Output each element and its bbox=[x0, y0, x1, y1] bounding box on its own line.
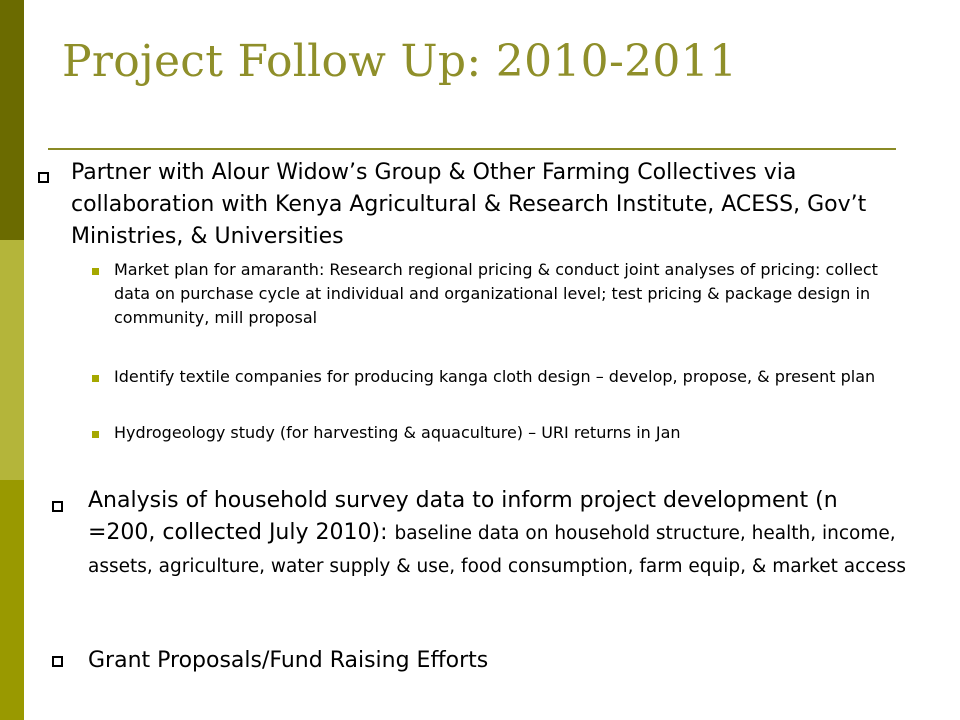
title-divider bbox=[48, 148, 896, 150]
bullet-grant-proposals: Grant Proposals/Fund Raising Efforts bbox=[88, 648, 489, 673]
sub-bullet-icon bbox=[92, 431, 99, 438]
bullet-household-detail: baseline data on household structure, health, income, assets, agriculture, water supply & use, food consumption, farm equip, & market access bbox=[88, 523, 907, 577]
sub-bullet-icon bbox=[92, 375, 99, 382]
sidebar-decoration bbox=[0, 0, 24, 720]
sidebar-segment-bottom bbox=[0, 480, 24, 720]
sub-bullet-market-plan: Market plan for amaranth: Research regional pricing & conduct joint analyses of pricing: collect data on purchase cycle at individual and organizational level; test pricing & package design in community, mill proposal bbox=[114, 260, 878, 327]
sub-bullet-icon bbox=[92, 268, 99, 275]
bullet-partner: Partner with Alour Widow’s Group & Other Farming Collectives via collaboration with Kenya Agricultural & Research Institute, ACESS, Gov’t Ministries, & Universities bbox=[71, 160, 867, 249]
square-bullet-icon bbox=[52, 501, 63, 512]
bullet-household-lead: Analysis of household survey data to inform project development (n =200, collected July 2010): bbox=[88, 488, 838, 545]
bullet-household-survey bbox=[88, 485, 908, 583]
sub-bullet-textile: Identify textile companies for producing kanga cloth design – develop, propose, & present plan bbox=[114, 367, 876, 386]
sidebar-segment-middle bbox=[0, 240, 24, 480]
square-bullet-icon bbox=[52, 656, 63, 667]
sidebar-segment-top bbox=[0, 0, 24, 240]
sub-bullet-hydrogeology: Hydrogeology study (for harvesting & aquaculture) – URI returns in Jan bbox=[114, 423, 681, 442]
slide-title: Project Follow Up: 2010-2011 bbox=[62, 36, 738, 87]
square-bullet-icon bbox=[38, 172, 49, 183]
